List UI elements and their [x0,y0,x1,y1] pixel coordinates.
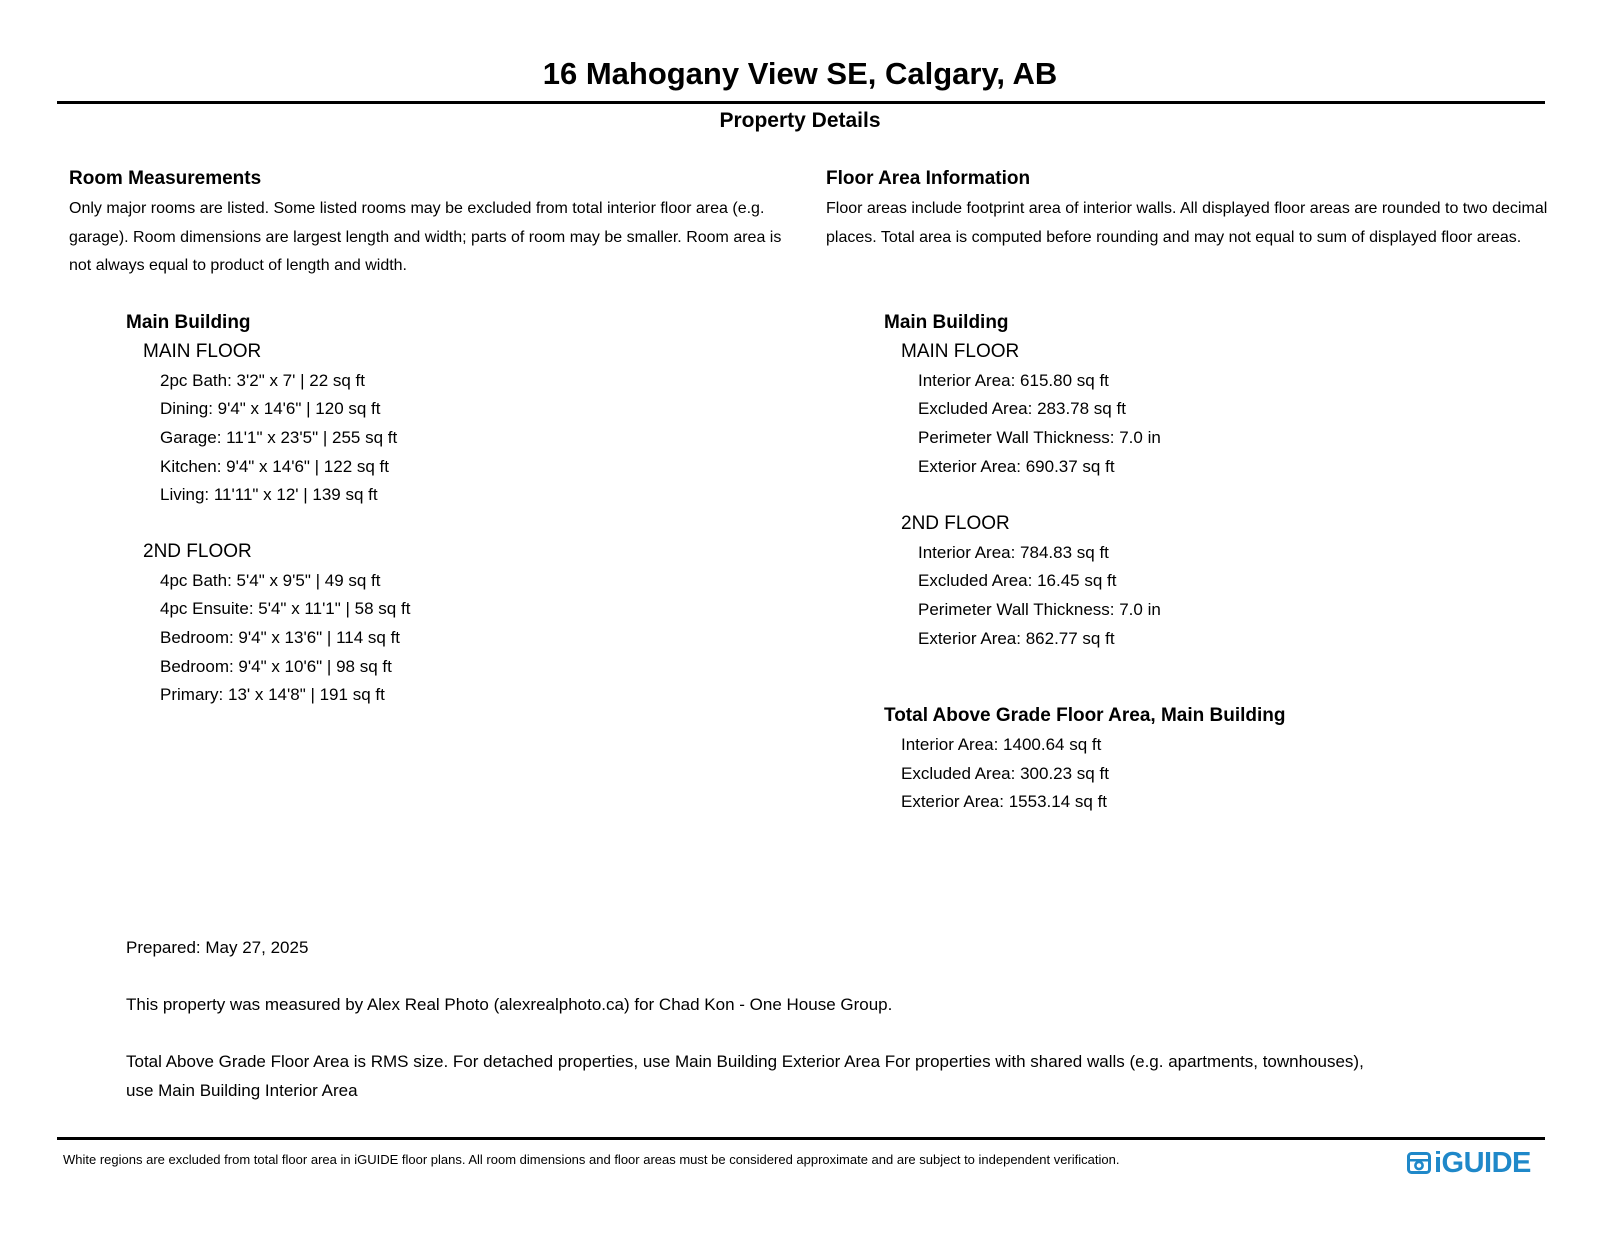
floor-area-heading: Floor Area Information [826,168,1031,189]
area-line: Perimeter Wall Thickness: 7.0 in [918,600,1161,620]
floor-area-note: Floor areas include footprint area of interior walls. All displayed floor areas are rounded to two decimal places. Total area is computed before rounding and may not equal to sum of displayed floor areas. [826,200,1548,246]
area-line: Interior Area: 615.80 sq ft [918,370,1109,390]
room-line: Living: 11'11" x 12' | 139 sq ft [160,485,378,505]
floor-name: MAIN FLOOR [143,341,262,362]
total-area-heading: Total Above Grade Floor Area, Main Building [884,705,1286,726]
room-line: 4pc Bath: 5'4" x 9'5" | 49 sq ft [160,570,381,590]
area-line: Interior Area: 784.83 sq ft [918,542,1109,562]
area-line: Exterior Area: 862.77 sq ft [918,628,1115,648]
room-line: Bedroom: 9'4" x 13'6" | 114 sq ft [160,628,401,648]
total-line: Exterior Area: 1553.14 sq ft [901,792,1108,812]
room-line: Bedroom: 9'4" x 10'6" | 98 sq ft [160,656,392,676]
room-measurements-heading: Room Measurements [69,168,262,189]
total-area-lines [901,731,1109,817]
area-line: Exterior Area: 690.37 sq ft [918,456,1115,476]
footer-divider [57,1137,1545,1140]
area-floor-second [901,510,1161,653]
floor-name: MAIN FLOOR [901,341,1020,362]
camera-icon [1407,1151,1431,1175]
room-line: 2pc Bath: 3'2" x 7' | 22 sq ft [160,370,366,390]
disclaimer: White regions are excluded from total floor area in iGUIDE floor plans. All room dimensions and floor areas must be considered approximate and are subject to independent verification. [63,1152,1120,1167]
page-title: 16 Mahogany View SE, Calgary, AB [542,56,1058,91]
iguide-logo [1407,1146,1531,1180]
room-line: Dining: 9'4" x 14'6" | 120 sq ft [160,399,381,419]
area-floor-main [901,338,1161,481]
room-line: Garage: 11'1" x 23'5" | 255 sq ft [160,428,398,448]
area-line: Excluded Area: 16.45 sq ft [918,571,1117,591]
floor-name: 2ND FLOOR [143,541,252,562]
room-building-heading: Main Building [126,312,251,333]
header-divider [57,101,1545,104]
floor-name: 2ND FLOOR [901,513,1010,534]
room-line: Kitchen: 9'4" x 14'6" | 122 sq ft [160,456,390,476]
measured-by: This property was measured by Alex Real Photo (alexrealphoto.ca) for Chad Kon - One House Group. [126,995,893,1014]
room-measurements-note: Only major rooms are listed. Some listed rooms may be excluded from total interior floor area (e.g. garage). Room dimensions are largest length and width; parts of room may be smaller. Room area is not always equal to product of length and width. [69,200,782,275]
page-subtitle: Property Details [719,109,881,132]
area-building-heading: Main Building [884,312,1009,333]
total-line: Excluded Area: 300.23 sq ft [901,763,1109,783]
room-floor-second [143,538,410,710]
room-floor-main [143,338,397,510]
room-line: Primary: 13' x 14'8" | 191 sq ft [160,685,385,705]
logo-text: iGUIDE [1434,1146,1531,1179]
prepared-date: Prepared: May 27, 2025 [126,938,309,957]
area-line: Excluded Area: 283.78 sq ft [918,399,1126,419]
total-line: Interior Area: 1400.64 sq ft [901,735,1102,754]
room-line: 4pc Ensuite: 5'4" x 11'1" | 58 sq ft [160,599,411,619]
area-line: Perimeter Wall Thickness: 7.0 in [918,428,1161,448]
rms-note: Total Above Grade Floor Area is RMS size. For detached properties, use Main Building Exterior Area For properties with shared walls (e.g. apartments, townhouses), use Main Building Interior Area [126,1052,1364,1100]
